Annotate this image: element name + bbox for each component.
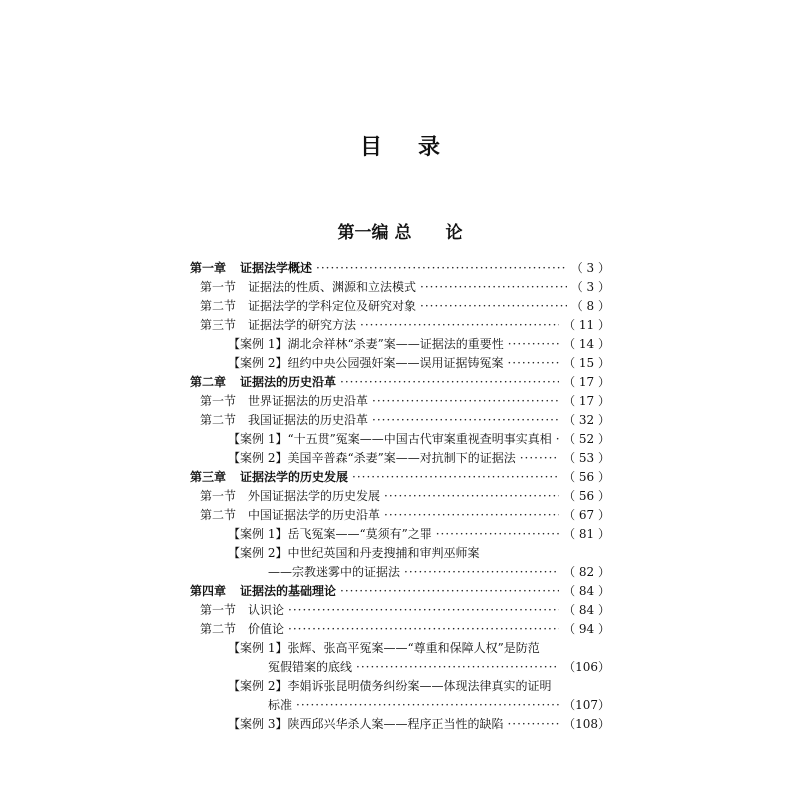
toc-title: 冤假错案的底线 (268, 660, 353, 674)
toc-number: 第一节 (200, 603, 237, 617)
toc-case (190, 544, 610, 563)
toc-page-number: （ 82 ） (563, 565, 610, 579)
toc-section (190, 601, 610, 620)
toc-title: 标准 (268, 698, 293, 712)
toc-section (190, 392, 610, 411)
toc-section (190, 316, 610, 335)
dot-leader (356, 658, 559, 677)
toc-continuation (190, 563, 610, 582)
toc-title: 证据法的基础理论 (240, 584, 337, 598)
toc-number: 第二节 (200, 413, 237, 427)
toc-number: 第一章 (190, 261, 227, 275)
toc-title: 证据法学的研究方法 (248, 318, 357, 332)
dot-leader (340, 373, 559, 392)
dot-leader (384, 487, 559, 506)
toc-page-number: （ 11 ） (563, 318, 610, 332)
toc-page-number: （ 84 ） (563, 603, 610, 617)
toc-number: 第一节 (200, 394, 237, 408)
toc-page-number: （ 67 ） (563, 508, 610, 522)
dot-leader (340, 582, 559, 601)
dot-leader (507, 354, 559, 373)
page-title (0, 130, 800, 161)
toc-page-number: （ 3 ） (570, 280, 610, 294)
dot-leader (520, 449, 559, 468)
title-char-1: 目 (359, 134, 382, 160)
toc-continuation (190, 658, 610, 677)
table-of-contents (190, 259, 610, 734)
toc-section (190, 487, 610, 506)
part-title: 第一编 总 论 (337, 223, 463, 243)
dot-leader (352, 468, 559, 487)
toc-title: 我国证据法的历史沿革 (248, 413, 369, 427)
toc-title: 价值论 (248, 622, 285, 636)
toc-title: 世界证据法的历史沿革 (248, 394, 369, 408)
toc-page-number: （ 17 ） (563, 375, 610, 389)
toc-title: 【案例 1】湖北佘祥林“杀妻”案——证据法的重要性 (228, 337, 504, 351)
toc-number: 第二节 (200, 299, 237, 313)
toc-section (190, 278, 610, 297)
toc-section (190, 411, 610, 430)
toc-title: 【案例 2】李娟诉张昆明债务纠纷案——体现法律真实的证明 (228, 679, 552, 693)
dot-leader (508, 335, 559, 354)
dot-leader (372, 411, 559, 430)
dot-leader (384, 506, 559, 525)
dot-leader (556, 430, 559, 449)
toc-case (190, 715, 610, 734)
toc-page-number: （106） (563, 660, 610, 674)
toc-page-number: （ 3 ） (570, 261, 610, 275)
toc-title: 【案例 2】纽约中央公园强奸案——误用证据铸冤案 (228, 356, 504, 370)
toc-section (190, 297, 610, 316)
toc-case (190, 677, 610, 696)
toc-page-number: （ 14 ） (563, 337, 610, 351)
toc-title: 证据法学的历史发展 (240, 470, 349, 484)
dot-leader (372, 392, 559, 411)
dot-leader (316, 259, 567, 278)
toc-number: 第一节 (200, 280, 237, 294)
dot-leader (420, 278, 567, 297)
toc-page-number: （ 81 ） (563, 527, 610, 541)
toc-title: 中国证据法学的历史沿革 (248, 508, 381, 522)
toc-title: 证据法的性质、渊源和立法模式 (248, 280, 417, 294)
title-char-2: 录 (418, 134, 441, 160)
toc-page-number: （ 15 ） (563, 356, 610, 370)
dot-leader (507, 715, 559, 734)
toc-number: 第四章 (190, 584, 227, 598)
toc-title: 证据法学概述 (240, 261, 313, 275)
toc-case (190, 639, 610, 658)
toc-chapter (190, 468, 610, 487)
dot-leader (404, 563, 559, 582)
toc-number: 第一节 (200, 489, 237, 503)
toc-number: 第二章 (190, 375, 227, 389)
toc-case (190, 335, 610, 354)
toc-title: 【案例 2】美国辛普森“杀妻”案——对抗制下的证据法 (228, 451, 516, 465)
toc-title: 证据法的历史沿革 (240, 375, 337, 389)
toc-case (190, 430, 610, 449)
toc-page-number: （ 52 ） (563, 432, 610, 446)
toc-title: 【案例 2】中世纪英国和丹麦搜捕和审判巫师案 (228, 546, 480, 560)
dot-leader (436, 525, 559, 544)
toc-title: 【案例 3】陕西邱兴华杀人案——程序正当性的缺陷 (228, 717, 504, 731)
toc-page-number: （ 8 ） (570, 299, 610, 313)
toc-number: 第二节 (200, 508, 237, 522)
dot-leader (420, 297, 567, 316)
toc-chapter (190, 373, 610, 392)
toc-section (190, 506, 610, 525)
toc-case (190, 449, 610, 468)
toc-case (190, 354, 610, 373)
toc-chapter (190, 259, 610, 278)
dot-leader (360, 316, 559, 335)
toc-number: 第三章 (190, 470, 227, 484)
toc-page-number: （ 56 ） (563, 470, 610, 484)
toc-page-number: （ 94 ） (563, 622, 610, 636)
toc-page-number: （108） (563, 717, 610, 731)
toc-number: 第三节 (200, 318, 237, 332)
toc-title: 【案例 1】张辉、张高平冤案——“尊重和保障人权”是防范 (228, 641, 540, 655)
toc-chapter (190, 582, 610, 601)
toc-title: 【案例 1】岳飞冤案——“莫须有”之罪 (228, 527, 432, 541)
toc-case (190, 525, 610, 544)
toc-page-number: （ 32 ） (563, 413, 610, 427)
toc-section (190, 620, 610, 639)
toc-page-number: （107） (563, 698, 610, 712)
toc-title: 证据法学的学科定位及研究对象 (248, 299, 417, 313)
toc-title: 认识论 (248, 603, 285, 617)
dot-leader (296, 696, 559, 715)
toc-continuation (190, 696, 610, 715)
toc-page-number: （ 53 ） (563, 451, 610, 465)
toc-title: 【案例 1】“十五贯”冤案——中国古代审案重视查明事实真相 (228, 432, 552, 446)
toc-title: 外国证据法学的历史发展 (248, 489, 381, 503)
toc-page-number: （ 84 ） (563, 584, 610, 598)
toc-title: ——宗教迷雾中的证据法 (268, 565, 401, 579)
dot-leader (288, 601, 559, 620)
toc-page-number: （ 17 ） (563, 394, 610, 408)
toc-number: 第二节 (200, 622, 237, 636)
toc-page-number: （ 56 ） (563, 489, 610, 503)
dot-leader (288, 620, 559, 639)
